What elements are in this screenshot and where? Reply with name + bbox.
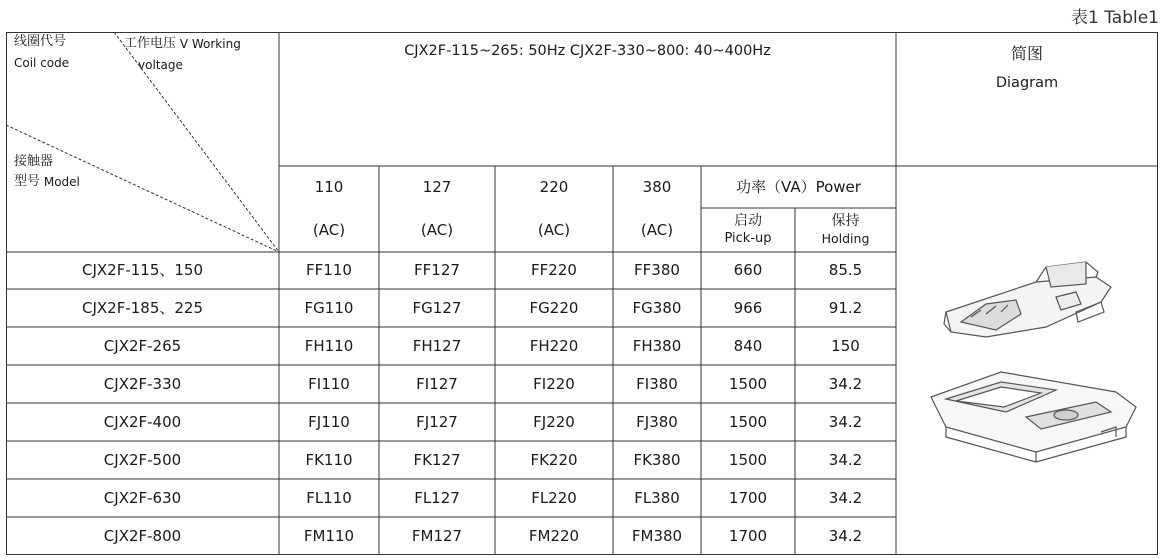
pickup-va-cell: 840 [733, 336, 763, 355]
model-cell: CJX2F-185、225 [81, 298, 204, 317]
contactor-cn: 接触器 [14, 154, 54, 169]
holding-va-cell: 85.5 [828, 261, 863, 280]
coil-380-cell: FF380 [634, 261, 680, 280]
voltage-col-type: (AC) [537, 220, 571, 239]
pickup-va-cell: 1500 [728, 412, 768, 431]
coil-380-cell: FH380 [632, 336, 682, 355]
holding-va-cell: 150 [831, 336, 860, 355]
voltage-en-1: V Working [179, 36, 241, 51]
pickup-va-cell: 1500 [728, 450, 768, 469]
pickup-cn: 启动 [734, 213, 762, 230]
coil-127-cell: FK127 [413, 450, 461, 469]
coil-110-cell: FF110 [306, 261, 352, 280]
pickup-va-cell: 1700 [728, 488, 768, 507]
model-cell: CJX2F-330 [103, 374, 182, 393]
model-cell: CJX2F-500 [103, 450, 182, 469]
coil-110-cell: FH110 [304, 336, 354, 355]
holding-va-cell: 34.2 [828, 374, 863, 393]
pickup-va-cell: 660 [733, 261, 763, 280]
coil-diagram-illustration [926, 242, 1141, 472]
holding-va-cell: 34.2 [828, 526, 863, 545]
model-cell: CJX2F-630 [103, 488, 182, 507]
model-cell: CJX2F-115、150 [81, 261, 204, 280]
holding-en: Holding [821, 230, 870, 246]
table-caption: 表1 Table1 [1071, 8, 1159, 28]
coil-380-cell: FM380 [631, 526, 683, 545]
voltage-label [124, 36, 241, 52]
pickup-va-cell: 966 [733, 298, 763, 317]
coil-110-cell: FJ110 [308, 412, 350, 431]
coil-380-cell: FK380 [633, 450, 681, 469]
model-cell: CJX2F-400 [103, 412, 182, 431]
coil-220-cell: FH220 [529, 336, 579, 355]
voltage-col-value: 380 [642, 177, 672, 196]
holding-va-cell: 34.2 [828, 450, 863, 469]
coil-127-cell: FL127 [414, 488, 460, 507]
pickup-va-cell: 1500 [728, 374, 768, 393]
coil-220-cell: FM220 [528, 526, 580, 545]
coil-380-cell: FJ380 [636, 412, 678, 431]
frequency-header: CJX2F-115~265: 50Hz CJX2F-330~800: 40~400Hz [404, 42, 771, 59]
coil-127-cell: FI127 [416, 374, 458, 393]
coil-code-cn: 线圈代号 [14, 34, 67, 49]
coil-110-cell: FI110 [308, 374, 350, 393]
voltage-col-type: (AC) [420, 220, 454, 239]
coil-380-cell: FG380 [632, 298, 682, 317]
coil-127-cell: FJ127 [416, 412, 458, 431]
model-label [14, 174, 80, 190]
voltage-col-value: 220 [539, 177, 569, 196]
model-cn: 型号 [14, 174, 41, 189]
coil-110-cell: FM110 [303, 526, 355, 545]
coil-127-cell: FH127 [412, 336, 462, 355]
coil-220-cell: FG220 [529, 298, 579, 317]
coil-127-cell: FG127 [412, 298, 462, 317]
holding-va-cell: 34.2 [828, 412, 863, 431]
holding-header [795, 208, 896, 252]
coil-code-en-label [14, 56, 69, 71]
coil-code-table [6, 32, 1158, 555]
coil-220-cell: FL220 [531, 488, 577, 507]
coil-127-cell: FF127 [414, 261, 460, 280]
coil-380-cell: FI380 [636, 374, 678, 393]
voltage-col-type: (AC) [312, 220, 346, 239]
diagram-en: Diagram [995, 74, 1059, 91]
coil-110-cell: FK110 [305, 450, 353, 469]
coil-220-cell: FJ220 [533, 412, 575, 431]
coil-110-cell: FG110 [304, 298, 354, 317]
pickup-header [701, 208, 795, 252]
power-header: 功率（VA）Power [736, 177, 861, 196]
voltage-col-value: 127 [422, 177, 452, 196]
coil-part-upper-icon [944, 262, 1111, 337]
coil-220-cell: FI220 [533, 374, 575, 393]
voltage-en-2: voltage [138, 58, 183, 72]
holding-va-cell: 34.2 [828, 488, 863, 507]
holding-cn: 保持 [831, 213, 860, 230]
contactor-label [14, 154, 53, 170]
model-cell: CJX2F-800 [103, 526, 182, 545]
coil-380-cell: FL380 [634, 488, 680, 507]
voltage-en-label [138, 58, 183, 73]
coil-127-cell: FM127 [411, 526, 463, 545]
diagram-cn: 简图 [1010, 43, 1043, 63]
pickup-va-cell: 1700 [728, 526, 768, 545]
coil-part-lower-icon [931, 372, 1136, 462]
coil-code-label [14, 34, 66, 50]
pickup-en: Pick-up [724, 230, 772, 246]
voltage-col-value: 110 [314, 177, 344, 196]
coil-220-cell: FK220 [530, 450, 578, 469]
coil-220-cell: FF220 [531, 261, 577, 280]
diagram-header [896, 38, 1158, 98]
coil-code-en: Coil code [14, 56, 70, 70]
voltage-col-type: (AC) [640, 220, 674, 239]
model-en: Model [43, 174, 80, 189]
voltage-cn: 工作电压 [124, 36, 177, 51]
model-cell: CJX2F-265 [103, 336, 182, 355]
holding-va-cell: 91.2 [828, 298, 863, 317]
coil-110-cell: FL110 [306, 488, 352, 507]
